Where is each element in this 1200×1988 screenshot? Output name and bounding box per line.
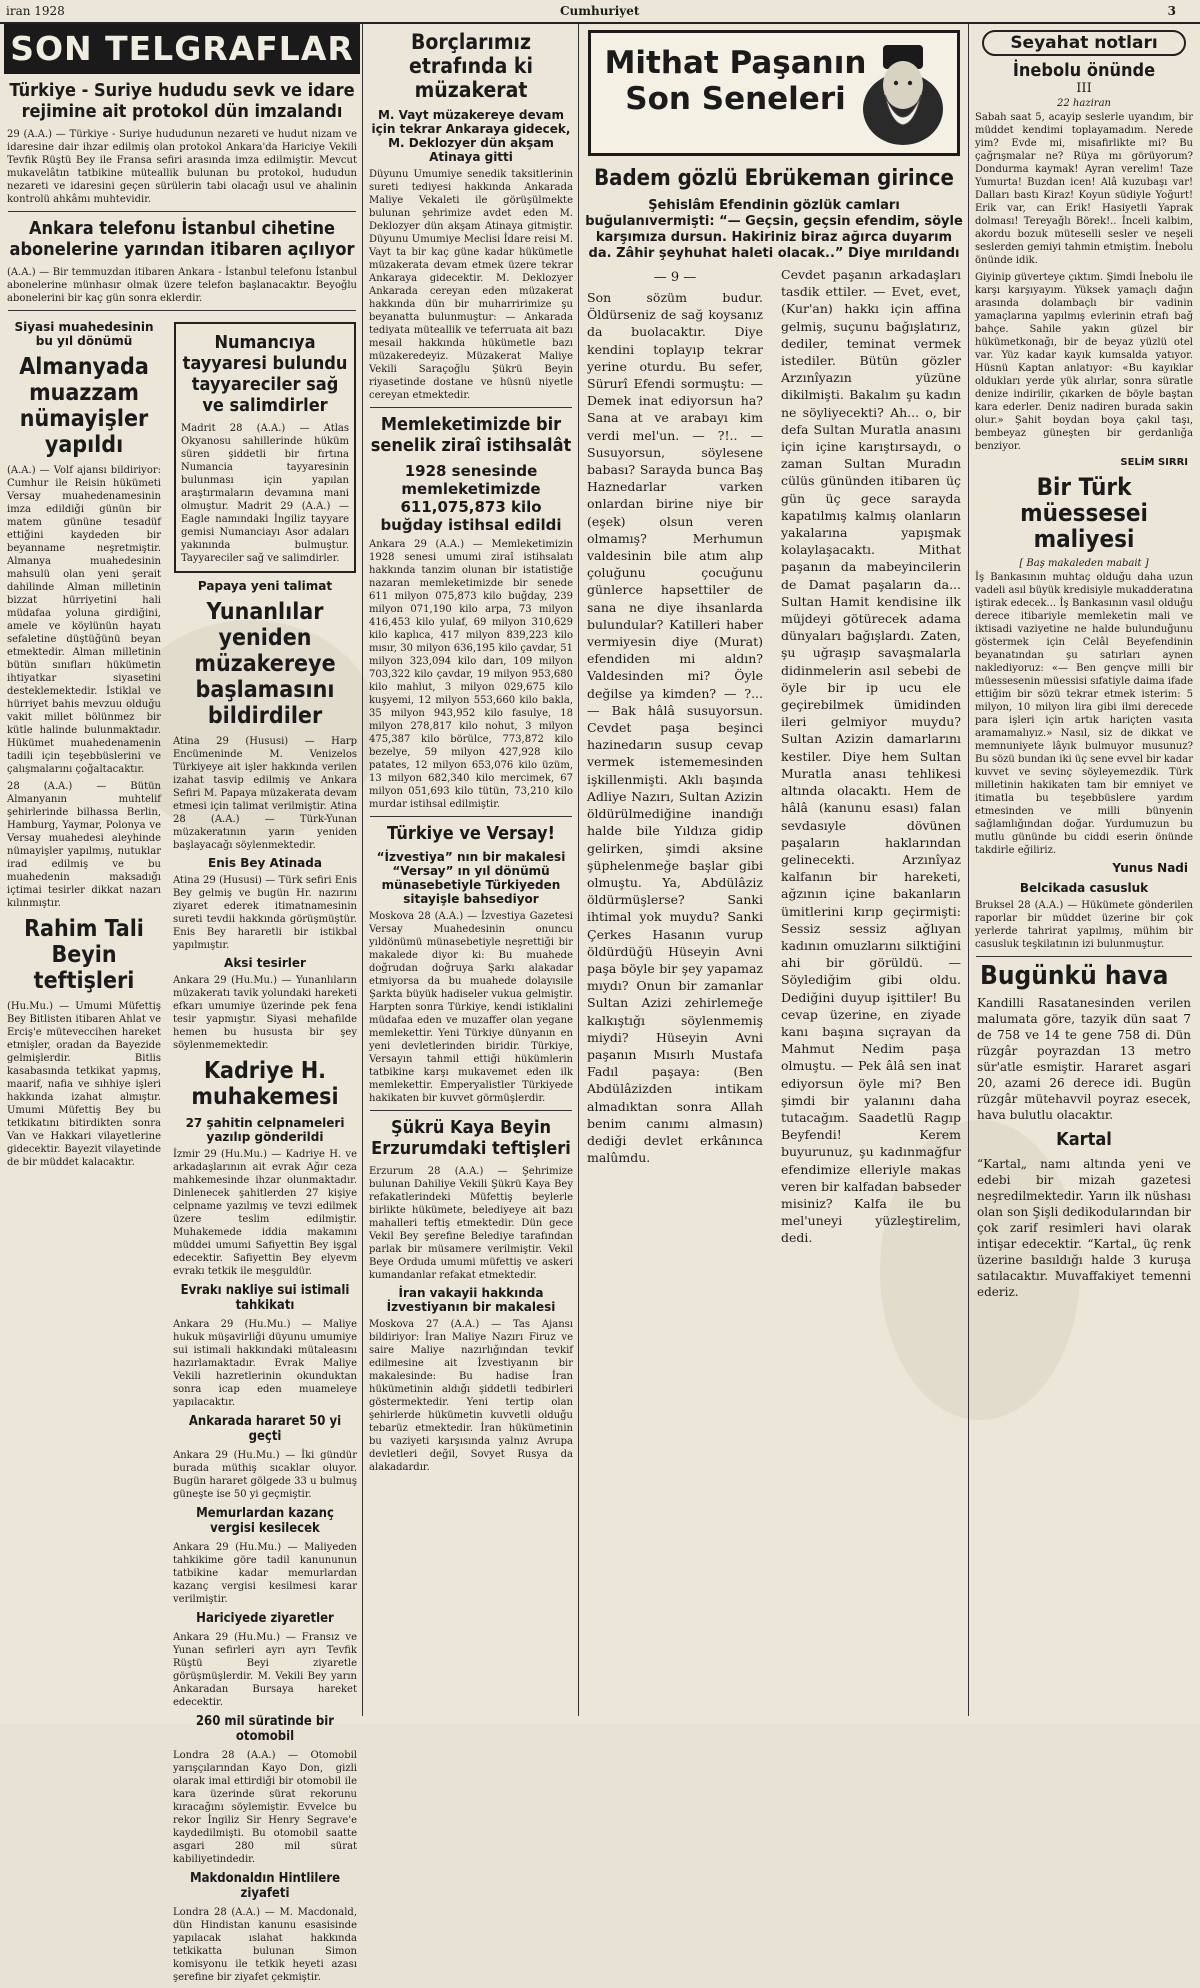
article-text: Bruksel 28 (A.A.) — Hükümete gönderilen raporlar bir müddet üzerine bir çok yerlerde tahrirat yapılmış, mühim bir casusluk teşkilatının izi bulunmuştur. xyxy=(975,900,1193,950)
serial-column-right xyxy=(776,266,966,1251)
article-text: Ankara 29 (Hu.Mu.) — Maliye hukuk müşavirliği düyunu umumiye sui istimali hakkındaki mütaleasını hazırlamaktadır. Evrak Maliye Vekili hazretlerinin okunduktan sonra icap eden muameleye yapılacaktır. xyxy=(173,1319,357,1408)
article-title: Kadriye H. muhakemesi xyxy=(191,1058,339,1110)
numancia-box xyxy=(174,322,356,573)
article-kicker: Aksi tesirler xyxy=(224,956,306,970)
article-part: III xyxy=(1076,81,1092,96)
article-date: 22 haziran xyxy=(1057,98,1111,109)
article-title: Ankarada hararet 50 yi geçti xyxy=(188,1414,342,1444)
article-title: Borçlarımız etrafında ki müzakerat xyxy=(409,30,533,102)
article-text: (Hu.Mu.) — Umumi Müfettiş Bey Bitlisten itibaren Ahlat ve Erciş'e müteveccihen hareket etmişler, oradan da Bayezide gelmişlerdir. Bitlis kasabasında tetkikat yapmış, maarif, nafia ve sıhhiye işleri hakkında izahat almıştır. Umumi Müfettiş Bey bu tetkikatını bitirdikten sonra Van ve Hakkari vilayetlerine gidecektir. Bayezit vilayetinde de bir müddet kalacaktır. xyxy=(7,1001,161,1168)
article-text: Moskova 28 (A.A.) — İzvestiya Gazetesi Versay Muahedesinin onuncu yıldönümü münasebetiyle neşrettiği bir makalede diyor ki: Bu muahede doğrudan doğruya Şarkı alakadar etmiyorsa da bu muahede dolayısile Şarkta büyük hadiseler vukua gelmiştir. Harpten sonra Türkiye, kendi istiklalini müdafaa eden ve muzaffer olan yegane memlekettir. Yeni Türkiye dünyanın en yeni devletlerinden biridir. Türkiye, Versayın tahmil ettiği hükümlerin tatbikine karşı mukavemet eden ilk memlekettir. Emperyalistler Türkiyede hakikaten bir kuvvet görmüşlerdir. xyxy=(369,911,573,1104)
article-text: Atina 29 (Hususi) — Harp Encümeninde M. Venizelos Türkiyeye ait işler hakkında verilen izahat tasvip edilmiş ve Ankara Sefiri M. Papaya müzakerata devam etmesi için talimat verilmiştir. Atina 28 (A.A.) — Türk-Yunan müzakeratının yarın yeniden başlayacağı söylenmektedir. xyxy=(173,736,357,851)
article-text: Ankara 29 (Hu.Mu.) — Fransız ve Yunan sefirleri ayrı ayrı Tevfik Rüştü Beyi ziyaretle görüşmüşlerdir. M. Vekili Bey yarın Ankaradan Bursaya hareket edecektir. xyxy=(173,1632,357,1708)
article-text: Sabah saat 5, acayip seslerle uyandım, bir müddet kendimi toplayamadım. Nerede yim? Evde mi, misafirlikte mi? Bu çağrışmalar ne? Rüya mı görüyorum? Dondurma kaymak! Ayran verelim! Taze Yumurta! Buzdan icen! Alâ kuzubaşı var! Dalları bastı Kiraz! Koyun südiyle Yoğurt! Erik var, can Erik! Hasiyetli Yaprak dolması! Tereyağlı Börek!.. İnceli kalbim, akordu bozuk müteselli sesler ve neşeli seslerden gemiyi tahmin etmiştim. İnebolu önünde idik. xyxy=(975,112,1193,266)
column-5 xyxy=(972,24,1196,1716)
header-masthead: Cumhuriyet xyxy=(560,4,640,18)
article-title: Evrakı nakliye sui istimali tahkikatı xyxy=(180,1283,350,1313)
article-title: Kartal xyxy=(1056,1129,1112,1150)
article-subtitle: 27 şahitin celpnameleri yazılıp gönderildi xyxy=(185,1116,345,1144)
article-text: Londra 28 (A.A.) — Otomobil yarışçılarından Kayo Don, gizli olarak imal ettirdiği bir otomobil ile kara üzerinde sürat rekorunu kıracağını söylemiştir. Evvelce bu rekor İngiliz Sir Henry Segrave'e kaydedilmişti. Bu otomobil saatte asgari 280 mil sürat kabiliyetindedir. xyxy=(173,1750,357,1865)
article-text: Ankara 29 (Hu.Mu.) — Yunanlıların müzakeratı tavik yolundaki hareketi efkarı umumiye üzerinde pek fena tesir yapmıştır. Siyasi mehafilde hemen bu hususta bir şey söylenmemektedir. xyxy=(173,975,357,1051)
serial-headline: Badem gözlü Ebrükeman girince xyxy=(594,166,954,191)
article-title: Ankara telefonu İstanbul cihetine abonelerine yarından itibaren açılıyor xyxy=(9,218,355,260)
article-subtitle: M. Vayt müzakereye devam için tekrar Ankaraya gidecek, M. Deklozyer dün akşam Atinaya gitti xyxy=(371,108,571,164)
column-rule xyxy=(578,24,579,1716)
article-kicker: Papaya yeni talimat xyxy=(197,579,333,593)
article-title: Makdonaldın Hintlilere ziyafeti xyxy=(189,1871,341,1901)
serial-column-left xyxy=(582,266,768,1251)
sub-column-left xyxy=(4,316,164,1988)
article-text: 28 (A.A.) — Bütün Almanyanın muhtelif şehirlerinde bilhassa Berlin, Hamburg, Yaymar, Polonya ve Versay muahedesi aleyhinde nümayişler yapılmış, nutuklar irad edilmiş ve bu muahedenin maksadığı içtimai tesirler dikkat nazarı kılınmıştır. xyxy=(7,781,161,909)
serial-header-box xyxy=(588,30,960,156)
article-subtitle: “İzvestiya” nın bir makalesi “Versay” ın yıl dönümü münasebetiyle Türkiyeden sitayişle bahsediyor xyxy=(376,850,566,906)
article-signature: SELİM SIRRI xyxy=(1120,457,1188,468)
serial-text: Cevdet paşanın arkadaşları tasdik ettiler. — Evet, evet, (Kur'an) hakkı için affina gelmiş, suçunu bağışlatırız, dediler, teminat vermek istediler. Bütün gözler Arzınîyazın yüzüne dikilmişti. Bakalım şu kadın ne söyliyecekti? Ah... o, bir defa Sultan Muratla anasını için içine karıştırsaydı, o zaman Sultan Muradın cülüs gününden itibaren üç gün üç gece sarayda kapatılmış kalmış olanların yakalarına yapışmak kolaylaşacaktı. Mithat paşanın da mabeyincilerin de Damat paşaların da... Sultan Hamit kendisine ilk müjdeyi götürecek adama dünyaları bağışlardı. Zaten, şu uğraşıp savaşmalarla didinmelerin asıl sebebi de öyle bir ip ucu ele geçirebilmek ümidinden ileri gelmiyor muydu? Sultan Azizin damarlarını kestiler. Diye hem Sultan Muratla anası tehlikesi altında olacaktı. Hem de hâlâ (kanunu esası) falan sevdasıyle dövünen paşaların haklarından gelinecekti. Arzınîyaz kalfanın bir hareketi, ağzının içine bakanların ümitlerini kırıp geçirmişti: Sessiz sessiz ağlıyan kadının omuzlarını silktiğini ahi bir görüldü. — Söylediğim gibi oldu. Dediğini duyup işittiler! Bu cevap üzerine, en ziyade kanı başına sıçrayan da Mahmut Nedim paşa olmuştu. — Pek âlâ sen inat ediyorsun öyle mi? Ben şimdi bir yalanını daha tutacağım. Saadetlü Ragıp Beyfendi! Kerem buyurunuz, şu kadınmağfur efendimize elleriyle makas veren bir kalfadan babseder misiniz? Kalfa ile bu mel'uneyi yüzleştirelim, dedi. xyxy=(781,267,961,1246)
article-kicker: Belcikada casusluk xyxy=(1019,881,1149,895)
article-title: Yunanlılar yeniden müzakereye başlamasını bildirdiler xyxy=(194,599,336,729)
article-signature: Yunus Nadi xyxy=(1112,861,1188,875)
header-date: iran 1928 xyxy=(6,4,65,18)
article-text: (A.A.) — Volf ajansı bildiriyor: Cumhur ile Reisin hükümeti Versay muahedenamesinin imza edildiği günün bir matem gününe tesadüf ettiğini kaydeden bir beyanname neşretmiştir. Almanya muahedesinin mahsulü olan yeni şerait dahilinde Alman milletinin bizzat hürriyetini hali müdafaa yoluna girdiğini, amele ve köylünün hayatı sefaletine düştüğünü beyan etmektedir. Alman milletinin bütün sınıfları hükümetin ihtiyatkar siyasetini desteklemektedir. İstiklal ve hürriyet bahis mevzuu olduğu vakit millet bölünmez bir kütle halinde bulunmaktadır. Hükümet muahedenamenin tadili için teşebbüslerini ve çalışmalarını çoğaltacaktır. xyxy=(7,465,161,775)
article-text: “Kartal„ namı altında yeni ve edebi bir mizah gazetesi neşredilmektedir. Yarın ilk nüshası olan son Şişli dedikodularından bir çok zarif resimleri havi olarak intişar edecektir. “Kartal„ üç renk üzerine basıldığı halde 3 kuruşa satılacaktır. Muvaffakiyet temenni ederiz. xyxy=(977,1157,1191,1299)
divider xyxy=(370,1110,572,1111)
article-title: Hariciyede ziyaretler xyxy=(196,1611,334,1626)
article-text: Erzurum 28 (A.A.) — Şehrimize bulunan Dahiliye Vekili Şükrü Kaya Bey refakatlerindeki Müfettiş beylerle birlikte hükümete, belediyeye ait bazı mahalleri teftiş etmektedir. Dün gece Vekil Bey şerefine Belediye tarafından parlak bir müsamere verilmiştir. Vekil Beye Orduda umumi müfettiş ve askeri kumandanlar refakat etmektedir. xyxy=(369,1166,573,1281)
article-text: (A.A.) — Bir temmuzdan itibaren Ankara - İstanbul telefonu İstanbul abonelerine münhasır olmak üzere telefon başlanacaktır. Beyoğlu abonelerini bir kaç gün sonra eklerdir. xyxy=(7,267,357,304)
article-title: Rahim Tali Beyin teftişleri xyxy=(24,916,144,994)
article-text: Madrit 28 (A.A.) — Atlas Okyanosu sahillerinde hüküm süren şiddetli bir fırtına Numancia tayyaresinin bulunması için yapılan araştırmaların devamına mani olmuştur. Madrit 29 (A.A.) — Eagle namındaki İngiliz tayyare gemisi Numanciayı Asor adaları yakınında bulmuştur. Tayyareciler sağ ve salimdirler. xyxy=(181,423,349,564)
article-text: İş Bankasının muhtaç olduğu daha uzun vadeli asıl büyük kredisiyle mukadderatına iştirak edecek... İş Bankasının vasıl olduğu derece itibariyle memleketin mali ve iktisadi vaziyetine ne halde bulunduğunu göstermek için Celâl Beyefendinin beyanatından şu satırları aynen naklediyoruz: «— Ben gençve milli bir müessesenin müessisi sıfatiyle daima ifade ettiğim bir sözü tekrar etmek isterim: 5 milyon, 10 milyon lira gibi ilmi derecede para işleri için artık hariçten vasıta aramamalıyız.» Nasıl, siz de dikkat ve memnuniyete lâyık bulmuyor musunuz? Bu sözü bundan iki üç sene evvel bir kadar kuvvet ve sevinç söyleyemezdik. Türk milletinin hakikaten tam bir emniyet ve itimatla bu teşebbüslere yardım etmesinden ve milli bünyenin sağlamlığından doğar. Yurdumuzun bu mutlu gününde bu ciddi eserin önünde takdirle eğiliriz. xyxy=(975,572,1194,856)
article-kicker: İran vakayii hakkında İzvestiyanın bir makalesi xyxy=(386,1286,556,1314)
divider xyxy=(370,816,572,817)
weather-title: Bugünkü hava xyxy=(980,961,1169,991)
article-text: Moskova 27 (A.A.) — Tas Ajansı bildiriyor: İran Maliye Nazırı Firuz ve saire Maliye nazırlığından tevkif edilmesine ait İzvestiyanın bir makalesinde: Bu hadise İran hükümetinin aldığı şiddetli tedbirleri göstermektedir. Yeni tertip olan şehirlerde hükümetin kuvvetli olduğu tebarüz etmektedir. İran hükümetinin bu vaziyeti karşısında yalnız Avrupa devletleri değil, Sovyet Rusya da alakadardır. xyxy=(369,1319,573,1473)
article-title: Türkiye ve Versay! xyxy=(387,823,555,844)
article-title: Memurlardan kazanç vergisi kesilecek xyxy=(196,1506,334,1536)
article-text: Londra 28 (A.A.) — M. Macdonald, dün Hindistan kanunu esasisinde yapılacak ıslahat hakkında tetkikatta bulunan Simon komisyonu ile tetkik heyeti azası şerefine bir ziyafet çekmiştir. xyxy=(173,1907,357,1983)
weather-text: Kandilli Rasatanesinden verilen malumata göre, tazyik dün saat 7 de 758 ve 14 te gene 758 di. Dün rüzgâr poyrazdan 13 metro sür'atle esmiştir. Hararet asgari 20, azami 26 derece idi. Bugün rüzgâr mütehavvil poyraz esecek, hava bulutlu olacaktır. xyxy=(977,996,1191,1122)
article-title: İnebolu önünde xyxy=(1012,60,1156,81)
article-text: Ankara 29 (Hu.Mu.) — İki gündür burada müthiş sıcaklar oluyor. Bugün hararet gölgede 33 u bulmuş güneşte ise 50 yi geçmiştir. xyxy=(173,1450,357,1500)
article-kicker: Siyasi muahedesinin bu yıl dönümü xyxy=(14,320,154,348)
divider xyxy=(8,211,356,212)
serial-title: Mithat Paşanın Son Seneleri xyxy=(604,45,867,117)
article-title: Almanyada muazzam nümayişler yapıldı xyxy=(19,354,149,458)
divider xyxy=(370,407,572,408)
article-subtitle: 1928 senesinde memleketimizde 611,075,873 kilo buğday istihsal edildi xyxy=(380,462,562,534)
article-text: Ankara 29 (Hu.Mu.) — Maliyeden tahkikime göre tadil kanununun tatbikine kadar memurlardan kazanç vergisi kesilmesi karar verilmiştir. xyxy=(173,1542,357,1605)
travel-notes-label: Seyahat notları xyxy=(982,30,1186,56)
sub-column-right xyxy=(170,316,360,1988)
serial-text: Son sözüm budur. Öldürseniz de sağ koysanız da buolacaktır. Diye kendini toplayıp tekrar yerine oturdu. Bu sefer, Sürurî Efendi sormuştu: — Demek inat ediyorsun ha? Sana at ve arabayı kim verdi mel'un. — ?!.. — Susuyorsun, söylesene babası? Sarayda bunca Baş Haznedarlar varken onlardan birine niye bir (eşek) olsun veren olmamış? Merhumun valdesinin bile atım alıp çoluğunu çocuğunu günlerce hapsettiler de sana ne diye ihsanlarda bulundular? Katilleri haber vermiyesin diye (Murat) efendiden mi aldın? Valdesinden mi? Öyle değilse ya kimden? — ?... — Bak hâlâ susuyorsun. Cevdet paşa beşinci hazinedarın susup cevap vermek istememesinden işkillenmişti. Aklı başında Adliye Nazırı, Sultan Azizin öldürülmediğine inandığı halde bile Yıldıza gidip gelirken, şimdi aksine şüphelenmeğe başlar gibi olmuştu. Ya, Abdülâziz öldürmüşlerse? Sanki ihtimal yok muydu? Sanki Çerkes Hasanın vurup öldürdüğü Hüseyin Avni paşa böyle bir şey yapamaz mıydı? Onun bir zamanlar Sultan Azizi zehirlemeğe kalkıştığı söylenmemiş miydi? Hüseyin Avni paşanın Mısırlı Mustafa Fadıl paşaya: (Ben Abdülâzizden intikam almadıktan sonra Allah benim canımı almasın) dediği devlet erkânınca malûmdu. xyxy=(587,290,763,1166)
article-text: Ankara 29 (A.A.) — Memleketimizin 1928 senesi umumi ziraî istihsalatı hakkında tanzim olunan bir istatistiğe nazaran memleketimizde bir senede 611 milyon 075,873 kilo buğday, 239 milyon 071,190 kilo arpa, 73 milyon 416,453 kilo yulaf, 69 milyon 310,629 kilo kaplıca, 417 milyon 839,223 kilo mısır, 30 milyon 636,195 kilo çavdar, 51 milyon 323,094 kilo darı, 109 milyon 703,322 kilo çavdar, 19 milyon 953,680 kilo mahlut, 3 milyon 029,675 kilo kuşyemi, 12 milyon 553,660 kilo bakla, 35 milyon 943,952 kilo fasulye, 18 milyon 278,817 kilo nohut, 3 milyon 475,387 kilo börülce, 773,872 kilo bezelye, 59 milyon 427,928 kilo patates, 12 milyon 653,076 kilo üzüm, 13 milyon 682,340 kilo mercimek, 67 milyon 051,693 kilo tütün, 73,210 kilo murdar istihsal edilmiştir. xyxy=(369,539,573,810)
article-title: Bir Türk müessesei maliyesi xyxy=(1020,473,1148,553)
serial-episode-number: — 9 — xyxy=(653,270,697,285)
header-page-number: 3 xyxy=(1167,4,1176,18)
serial-subheadline: Şehislâm Efendinin gözlük camları buğulanıvermişti: “— Geçsin, geçsin efendim, söyle karşımıza dursun. Hakiriniz biraz ağırca duyarım da. Zâhir şeyhuhat haleti olacak..” Diye mırıldandı xyxy=(585,198,963,261)
sub-columns xyxy=(4,316,360,1988)
column-4 xyxy=(582,24,966,1716)
article-kicker: [ Baş makaleden mabait ] xyxy=(1019,558,1149,569)
article-kicker: Enis Bey Atinada xyxy=(208,856,322,870)
article-text: 29 (A.A.) — Türkiye - Suriye hududunun nezareti ve hudut nizam ve idaresine dair ihzar edilmiş olan protokol Ankara'da Hariciye Vekili Tevfik Rüştü Bey ile Fransa sefiri arasında imza edilmiştir. Mevcut mukavelâtın tatbikine müteallik bulunan bu protokol, hududun nezareti ve idaresini geçen sürülerin tabi olacağı usul ve ahalinin kontrolü ahkâmı muhtevidir. xyxy=(7,129,357,205)
article-title: 260 mil süratinde bir otomobil xyxy=(195,1714,335,1744)
column-rule xyxy=(362,24,363,1716)
article-text: Giyinip güverteye çıktım. Şimdi İnebolu ile karşı karşıyayım. Yüksek yamaçlı dağın arasında dolambaçlı bir vadinin yamaçlarına yapılmış evlerinin etrafı bağ bahçe. Sahile yakın güzel bir hükümetkonağı, bir de beyaz yüzlü otel var. Yüz kadar kayık kumsalda yatıyor. Hüsnü Kaptan anlatıyor: «Bu kayıklar oldukları yerde yük alırlar, sonra süratle denize indirilir, çıkarken de böyle baştan kara ederler. Deniz nadiren burada sakin olur.» Şahit boydan boya çakıl taşı, bembeyaz güneşten bir gerdanlığa benziyor. xyxy=(975,272,1193,452)
column-1 xyxy=(4,24,360,1983)
article-text: İzmir 29 (Hu.Mu.) — Kadriye H. ve arkadaşlarının ait evrak Ağır ceza mahkemesinde ihzar olunmaktadır. Dinlenecek şahitlerden 27 kişiye celpname yazılmış ve tevzi edilmek üzere teslim edilmiştir. Muhakemede iddia makamını müddei umumi Safiyettin Bey işgal edecektir. Safiyettin Bey elyevm evrakı tetkik ile meşguldür. xyxy=(173,1149,357,1277)
son-telgraflar-banner: SON TELGRAFLAR xyxy=(4,24,360,74)
article-title: Şükrü Kaya Beyin Erzurumdaki teftişleri xyxy=(371,1117,571,1159)
page-header xyxy=(0,0,1200,24)
article-title: Memleketimizde bir senelik ziraî istihsalât xyxy=(370,414,572,456)
divider xyxy=(8,310,356,311)
portrait-icon xyxy=(857,39,949,145)
column-3 xyxy=(366,24,576,1716)
serial-columns xyxy=(582,266,966,1251)
divider xyxy=(976,956,1192,957)
article-text: Düyunu Umumiye senedik taksitlerinin sureti tediyesi hakkında Ankarada Maliye Vekaleti ile görüşülmekte bulunan şehrimize avdet eden M. Deklozyer dün akşam Atinaya gitmiştir. Düyunu Umumiye Meclisi İdare reisi M. Vayt ta bir kaç güne kadar hükümetle müzakerata devam etmek üzere tekrar Ankaraya gidecektir. M. Deklozyer Ankarada cereyan eden müzakerat hakkında dün bir muharririmize şu beyanatta bulunmuştur: — Ankarada tediyata müteallik ve teferruata ait bazı mesail hakkında hükümetle bazı müzakeredeyiz. Müzakerat Maliye Vekili Saraçoğlu Şükrü Beyin riyasetinde dostane ve hüsnü niyetle cereyan etmektedir. xyxy=(369,169,573,401)
article-text: Atina 29 (Hususi) — Türk sefiri Enis Bey gelmiş ve bugün Hr. nazırını ziyaret ederek itimatnamesinin sureti tevdii hakkında görüşmüştür. Enis Bey hararetli bir istikbal yapılmıştır. xyxy=(173,875,357,951)
article-title: Türkiye - Suriye hududu sevk ve idare rejimine ait protokol dün imzalandı xyxy=(9,80,355,122)
article-title: Numancıya tayyaresi bulundu tayyareciler sağ ve salimdirler xyxy=(182,332,348,416)
column-rule xyxy=(968,24,969,1716)
